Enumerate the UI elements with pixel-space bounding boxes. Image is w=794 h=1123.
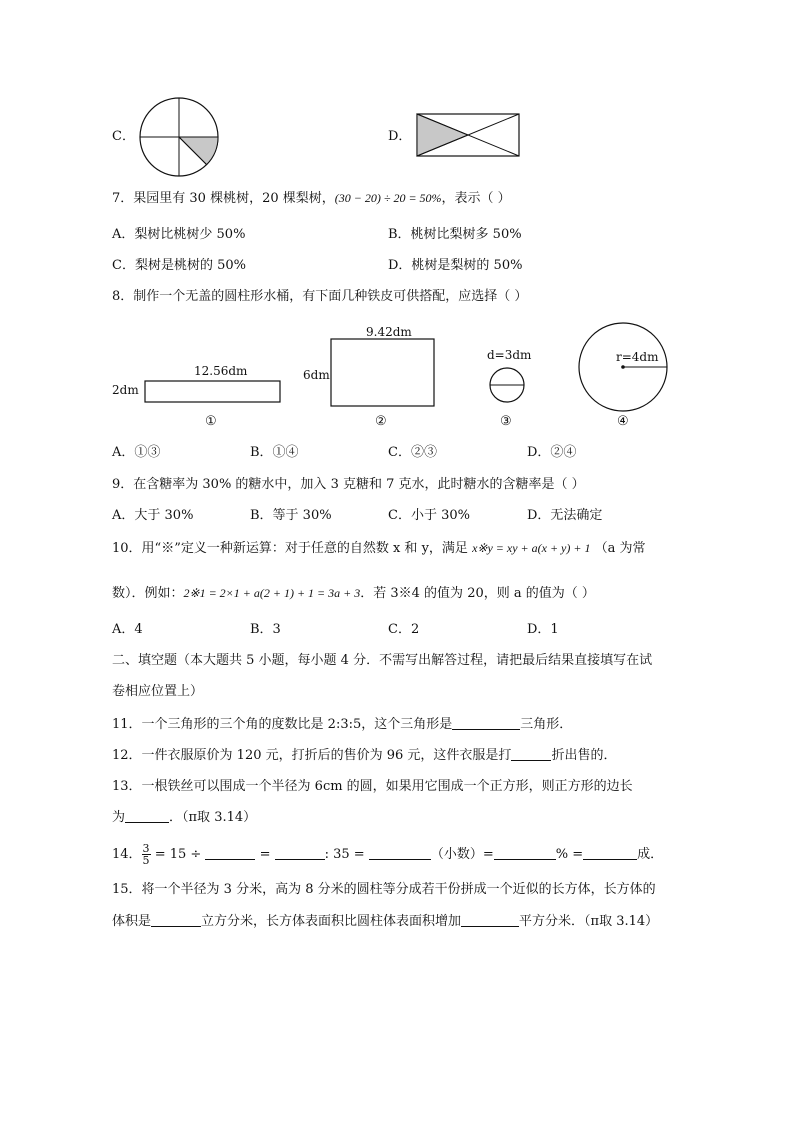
q9-option-a: A．大于 30% xyxy=(112,508,194,523)
q7-option-d: D．桃树是梨树的 50% xyxy=(388,258,523,273)
q14-blank-decimal[interactable] xyxy=(369,845,431,860)
q10-formula-definition: x※y = xy + a(x + y) + 1 xyxy=(472,541,591,555)
q8-fig1-rectangle xyxy=(144,380,282,404)
q8-fig4-marker: ④ xyxy=(617,414,629,429)
q6-option-d-label: D． xyxy=(388,129,412,144)
q11-answer-blank[interactable] xyxy=(452,715,520,730)
q15-stem-line1: 15．将一个半径为 3 分米，高为 8 分米的圆柱等分成若干份拼成一个近似的长方体，长方体的 xyxy=(112,882,656,897)
q7-formula: (30 − 20) ÷ 20 = 50% xyxy=(334,191,442,205)
q8-fig1-width-label: 2dm xyxy=(112,383,139,397)
q14-blank-divisor[interactable] xyxy=(205,845,255,860)
q14-blank-percent[interactable] xyxy=(494,845,556,860)
q8-fig3-marker: ③ xyxy=(500,414,512,429)
q10-option-b: B．3 xyxy=(250,622,281,637)
q6-option-c-figure xyxy=(138,96,220,178)
q6-option-d-figure xyxy=(416,113,520,157)
q10-option-a: A．4 xyxy=(112,622,143,637)
q9-option-c: C．小于 30% xyxy=(388,508,470,523)
q8-fig4-radius-label: r=4dm xyxy=(616,350,659,364)
q8-fig2-marker: ② xyxy=(375,414,387,429)
q8-fig2-width-label: 6dm xyxy=(303,368,330,382)
section2-heading-line2: 卷相应位置上） xyxy=(112,684,204,699)
q12-answer-blank[interactable] xyxy=(511,746,551,761)
q8-option-c: C．②③ xyxy=(388,445,437,460)
q14-blank-ratio[interactable] xyxy=(275,845,325,860)
q15-stem-line2: 体积是 立方分米，长方体表面积比圆柱体表面积增加 平方分米．（π取 3.14） xyxy=(112,914,659,929)
q6-option-c-label: C． xyxy=(112,129,135,144)
q8-option-a: A．①③ xyxy=(112,445,161,460)
q7-option-c: C．梨树是桃树的 50% xyxy=(112,258,246,273)
q7-stem: 7．果园里有 30 棵桃树，20 棵梨树，(30 − 20) ÷ 20 = 50%，表示（ ） xyxy=(112,191,511,206)
q8-fig4-circle xyxy=(577,321,669,413)
q12-stem: 12．一件衣服原价为 120 元，打折后的售价为 96 元，这件衣服是打 折出售的． xyxy=(112,748,617,763)
q8-fig2-length-label: 9.42dm xyxy=(366,325,412,339)
q7-option-b: B．桃树比梨树多 50% xyxy=(388,227,522,242)
q9-option-b: B．等于 30% xyxy=(250,508,332,523)
q14-fraction: $\frac{3}{5}$ xyxy=(142,842,150,867)
section2-heading-line1: 二、填空题（本大题共 5 小题，每小题 4 分．不需写出解答过程，请把最后结果直接填写在试 xyxy=(112,653,653,668)
q15-blank-area[interactable] xyxy=(461,912,519,927)
q10-option-c: C．2 xyxy=(388,622,420,637)
q14-blank-cheng[interactable] xyxy=(583,845,637,860)
q8-option-d: D．②④ xyxy=(527,445,577,460)
q7-option-a: A．梨树比桃树少 50% xyxy=(112,227,246,242)
q13-stem-line1: 13．一根铁丝可以围成一个半径为 6cm 的圆，如果用它围成一个正方形，则正方形的边长 xyxy=(112,779,633,794)
q10-option-d: D．1 xyxy=(527,622,559,637)
q10-stem-line1: 10．用“※”定义一种新运算：对于任意的自然数 x 和 y，满足 x※y = xy + a(x + y) + 1 （a 为常 xyxy=(112,541,646,556)
q13-stem-line2: 为 ．（π取 3.14） xyxy=(112,810,257,825)
q8-stem: 8．制作一个无盖的圆柱形水桶，有下面几种铁皮可供搭配，应选择（ ） xyxy=(112,289,528,304)
q11-stem: 11．一个三角形的三个角的度数比是 2:3:5，这个三角形是 三角形． xyxy=(112,717,573,732)
q8-fig1-marker: ① xyxy=(205,414,217,429)
q8-fig3-diameter-label: d=3dm xyxy=(487,348,532,362)
q10-formula-example: 2※1 = 2×1 + a(2 + 1) + 1 = 3a + 3 xyxy=(183,586,361,600)
q15-blank-volume[interactable] xyxy=(151,912,201,927)
q10-stem-line2: 数）．例如：2※1 = 2×1 + a(2 + 1) + 1 = 3a + 3．若 3※4 的值为 20，则 a 的值为（ ） xyxy=(112,586,595,601)
q8-fig2-rectangle xyxy=(330,338,436,408)
q14-stem: 14． $\frac{3}{5}$ = 15 ÷ = : 35 = （小数）= % = 成． xyxy=(112,842,664,867)
q8-fig1-length-label: 12.56dm xyxy=(194,364,248,378)
q8-option-b: B．①④ xyxy=(250,445,299,460)
q9-option-d: D．无法确定 xyxy=(527,508,603,523)
q8-fig3-circle xyxy=(488,366,526,404)
q9-stem: 9．在含糖率为 30% 的糖水中，加入 3 克糖和 7 克水，此时糖水的含糖率是（ ） xyxy=(112,477,585,492)
q13-answer-blank[interactable] xyxy=(125,808,169,823)
